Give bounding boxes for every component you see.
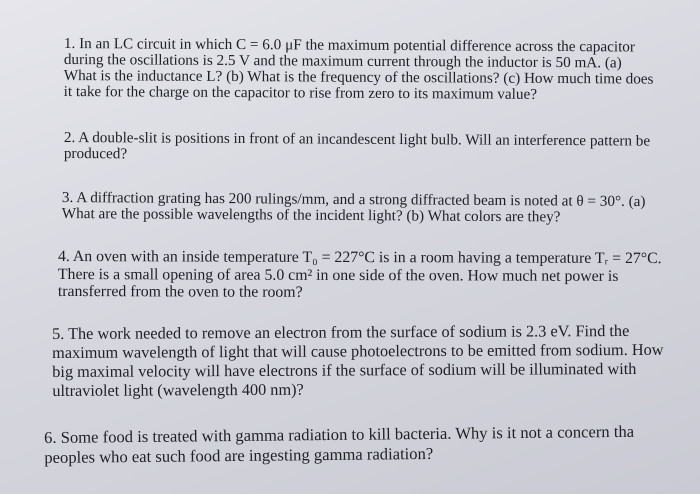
problem-4 <box>58 248 662 303</box>
problem-2 <box>64 130 650 166</box>
problem-3 <box>62 190 646 226</box>
problem-5-line-4: ultraviolet light (wavelength 400 nm)? <box>52 379 304 400</box>
problem-1-line-3: What is the inductance L? (b) What is the frequency of the oscillations? (c) How much time does <box>63 66 654 88</box>
problem-6-line-1: 6. Some food is treated with gamma radiation to kill bacteria. Why is it not a concern tha <box>44 421 635 447</box>
problem-1 <box>64 36 654 104</box>
problem-5-line-3: big maximal velocity will have electrons if the surface of sodium will be illuminated with <box>52 358 637 381</box>
problem-4-line-1: 4. An oven with an inside temperature T₀ = 227°C is in a room having a temperature Tᵣ = 27°C. <box>57 248 662 268</box>
problem-1-line-2: during the oscillations is 2.5 V and the maximum current through the inductor is 50 mA. (a) <box>63 50 622 72</box>
problem-3-line-1: 3. A diffraction grating has 200 rulings/mm, and a strong diffracted beam is noted at θ = 30°. (a) <box>61 189 646 211</box>
problem-6-line-2: peoples who eat such food are ingesting gamma radiation? <box>44 443 434 467</box>
problem-2-line-1: 2. A double-slit is positions in front of an incandescent light bulb. Will an interference pattern be <box>63 129 651 150</box>
problem-6 <box>44 422 634 468</box>
problem-4-line-2: There is a small opening of area 5.0 cm² in one side of the oven. How much net power is <box>57 265 619 285</box>
problem-5-line-1: 5. The work needed to remove an electron from the surface of sodium is 2.3 eV. Find the <box>52 320 630 343</box>
problem-5 <box>52 321 664 400</box>
problem-5-line-2: maximum wavelength of light that will cause photoelectrons to be emitted from sodium. How <box>52 339 664 362</box>
problem-3-line-2: What are the possible wavelengths of the incident light? (b) What colors are they? <box>61 204 561 226</box>
problem-4-line-3: transferred from the oven to the room? <box>57 282 303 301</box>
problem-1-line-1: 1. In an LC circuit in which C = 6.0 μF the maximum potential difference across the capacitor <box>63 35 636 56</box>
problem-1-line-4: it take for the charge on the capacitor to rise from zero to its maximum value? <box>63 82 538 103</box>
problem-2-line-2: produced? <box>63 144 128 163</box>
